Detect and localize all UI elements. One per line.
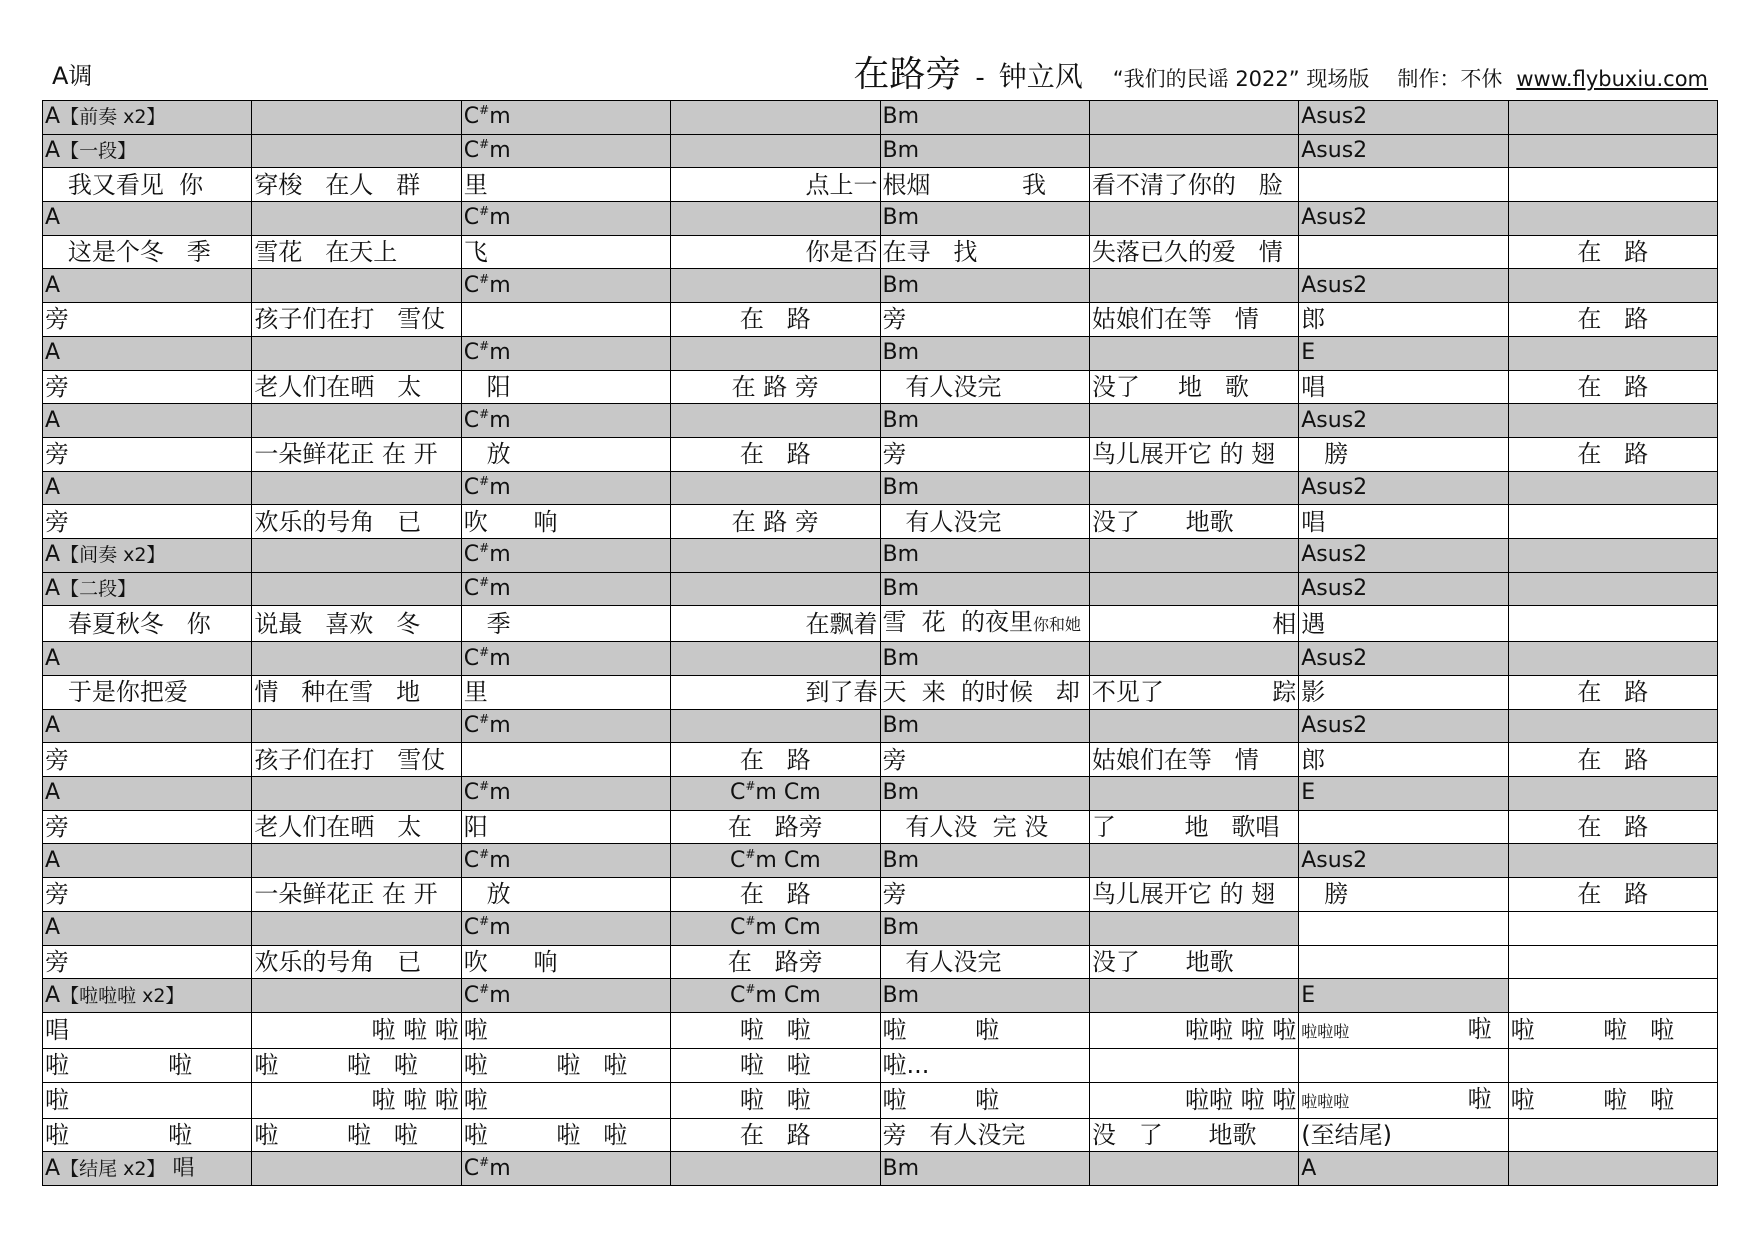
chord-row xyxy=(43,1152,1718,1186)
chord-cell: E xyxy=(1299,777,1508,811)
chord-row xyxy=(43,777,1718,811)
chord-cell: A【一段】 xyxy=(43,134,252,168)
lyric-cell xyxy=(1299,235,1508,269)
lyric-cell: 看不清了你的 脸 xyxy=(1089,168,1298,202)
chord-cell: A【间奏 x2】 xyxy=(43,538,252,572)
chord-cell: C#m xyxy=(461,101,670,135)
lyric-cell: 唱 xyxy=(1299,370,1508,404)
chord-cell: Bm xyxy=(880,134,1089,168)
lyric-cell: 旁 xyxy=(43,437,252,471)
chord-cell: A xyxy=(43,336,252,370)
lyric-cell: 啦 xyxy=(461,1012,670,1048)
key-label: A调 xyxy=(52,62,93,90)
chord-row xyxy=(43,202,1718,236)
lyric-cell: 一朵鲜花正 在 开 xyxy=(252,437,461,471)
chord-cell: E xyxy=(1299,336,1508,370)
chord-cell: E xyxy=(1299,979,1508,1013)
lyric-row xyxy=(43,437,1718,471)
lyric-cell: 雪 花 的夜里你和她 xyxy=(880,606,1089,642)
lyric-cell: 在 路 xyxy=(1508,235,1717,269)
lyric-row xyxy=(43,168,1718,202)
lyric-cell: 旁 xyxy=(880,437,1089,471)
chord-row xyxy=(43,134,1718,168)
lyric-cell: 唱 xyxy=(43,1012,252,1048)
lyric-cell: 在 路 xyxy=(1508,878,1717,912)
lyric-cell: 旁 xyxy=(43,945,252,979)
chord-cell: A【二段】 xyxy=(43,572,252,606)
section-label: 【一段】 xyxy=(60,140,137,163)
chord-cell: Bm xyxy=(880,709,1089,743)
lyric-cell: 吹 响 xyxy=(461,945,670,979)
chord-cell: Asus2 xyxy=(1299,202,1508,236)
lyric-row xyxy=(43,370,1718,404)
lyric-cell: 在 路 xyxy=(1508,676,1717,710)
chord-cell: Asus2 xyxy=(1299,709,1508,743)
lyric-cell xyxy=(461,743,670,777)
lyric-cell: 鸟儿展开它 的 翅 xyxy=(1089,437,1298,471)
chord-cell: Asus2 xyxy=(1299,538,1508,572)
lyric-cell: 根烟 我 xyxy=(880,168,1089,202)
chord-cell: Bm xyxy=(880,101,1089,135)
lyric-row xyxy=(43,810,1718,844)
lyric-cell: 啦 啦 啦 xyxy=(1508,1012,1717,1048)
lyric-cell: 啦 啦 xyxy=(880,1012,1089,1048)
lyric-cell: 在 路 xyxy=(1508,437,1717,471)
lyric-cell: 里 xyxy=(461,168,670,202)
lyric-cell: 唱 xyxy=(1299,505,1508,539)
chord-cell: Bm xyxy=(880,404,1089,438)
lyric-row xyxy=(43,878,1718,912)
chord-cell: C#m xyxy=(461,471,670,505)
chord-cell: C#m xyxy=(461,1152,670,1186)
lyric-cell: 相 xyxy=(1089,606,1298,642)
lyric-row xyxy=(43,235,1718,269)
chord-cell: C#m xyxy=(461,269,670,303)
lyric-row xyxy=(43,676,1718,710)
lyric-cell: 啦 啦 啦 xyxy=(252,1118,461,1152)
lyric-cell: 啦 啦 啦 xyxy=(461,1118,670,1152)
chord-cell: C#m Cm xyxy=(671,979,880,1013)
chord-cell: Bm xyxy=(880,979,1089,1013)
lyric-cell: 在 路 旁 xyxy=(671,505,880,539)
lyric-cell: 啦 啦 xyxy=(43,1048,252,1082)
chord-cell: Bm xyxy=(880,642,1089,676)
chord-cell: C#m xyxy=(461,709,670,743)
chord-row xyxy=(43,844,1718,878)
section-label: 【前奏 x2】 xyxy=(60,106,166,129)
lyric-cell: 这是个冬 季 xyxy=(43,235,252,269)
lyric-cell: 吹 响 xyxy=(461,505,670,539)
chord-cell: Asus2 xyxy=(1299,404,1508,438)
lyric-cell: 说最 喜欢 冬 xyxy=(252,606,461,642)
chord-row xyxy=(43,269,1718,303)
section-label: 【啦啦啦 x2】 xyxy=(60,984,185,1007)
chord-row xyxy=(43,336,1718,370)
credit-label: 制作：不休 xyxy=(1397,67,1503,91)
lyric-cell: 里 xyxy=(461,676,670,710)
lyric-cell: 旁 xyxy=(43,505,252,539)
lyric-cell: 没了 地歌 xyxy=(1089,945,1298,979)
lyric-cell: 啦 啦 xyxy=(880,1082,1089,1118)
lyric-cell: 啦 啦 xyxy=(43,1118,252,1152)
chord-cell: C#m Cm xyxy=(671,911,880,945)
lyric-cell: 不见了 踪 xyxy=(1089,676,1298,710)
lyric-cell: 旁 xyxy=(43,878,252,912)
chord-row xyxy=(43,471,1718,505)
title-dash: - xyxy=(975,63,985,93)
chord-row xyxy=(43,642,1718,676)
chord-cell: Bm xyxy=(880,336,1089,370)
chord-cell: C#m Cm xyxy=(671,844,880,878)
lyric-cell: 郎 xyxy=(1299,303,1508,337)
lyric-cell: 姑娘们在等 情 xyxy=(1089,743,1298,777)
lyric-cell: 啦 啦 啦 xyxy=(252,1048,461,1082)
title-line xyxy=(853,46,1708,97)
chord-sheet xyxy=(42,100,1718,1186)
lyric-cell: 啦 啦 啦 xyxy=(252,1012,461,1048)
lyric-cell: 啦 啦 啦 xyxy=(1508,1082,1717,1118)
lyric-cell: 没了 地 歌 xyxy=(1089,370,1298,404)
lyric-cell: 啦 啦 啦 xyxy=(461,1048,670,1082)
lyric-cell: 啦啦啦 啦 xyxy=(1299,1012,1508,1048)
chord-row xyxy=(43,572,1718,606)
chord-cell: A xyxy=(43,269,252,303)
section-label: 【间奏 x2】 xyxy=(60,544,166,567)
chord-cell: A【前奏 x2】 xyxy=(43,101,252,135)
lyric-row xyxy=(43,505,1718,539)
lyric-cell: 在 路 xyxy=(1508,370,1717,404)
chord-cell: A xyxy=(43,642,252,676)
lyric-row xyxy=(43,303,1718,337)
chord-cell: Asus2 xyxy=(1299,101,1508,135)
song-title: 在路旁 xyxy=(853,54,962,95)
lyric-row xyxy=(43,1082,1718,1118)
chord-cell: A xyxy=(43,404,252,438)
chord-cell: C#m xyxy=(461,979,670,1013)
lyric-cell: 膀 xyxy=(1299,437,1508,471)
chord-cell: C#m xyxy=(461,404,670,438)
lyric-cell: 有人没完 xyxy=(880,945,1089,979)
chord-cell: Asus2 xyxy=(1299,844,1508,878)
lyric-row xyxy=(43,606,1718,642)
lyric-cell: 在 路旁 xyxy=(671,945,880,979)
lyric-cell: 旁 xyxy=(880,878,1089,912)
lyric-cell: 于是你把爱 xyxy=(43,676,252,710)
lyric-cell: 遇 xyxy=(1299,606,1508,642)
lyric-cell: 在 路 xyxy=(1508,303,1717,337)
lyric-cell: 穿梭 在人 群 xyxy=(252,168,461,202)
lyric-cell: (至结尾) xyxy=(1299,1118,1508,1152)
version-label: “我们的民谣 2022” 现场版 xyxy=(1112,67,1370,91)
lyric-cell: 天 来 的时候 却 xyxy=(880,676,1089,710)
chord-cell: Bm xyxy=(880,471,1089,505)
chord-cell: Bm xyxy=(880,538,1089,572)
lyric-cell: 旁 xyxy=(43,810,252,844)
chord-cell: Bm xyxy=(880,572,1089,606)
lyric-cell: 季 xyxy=(461,606,670,642)
lyric-row xyxy=(43,743,1718,777)
lyric-cell: 到了春 xyxy=(671,676,880,710)
chord-row xyxy=(43,404,1718,438)
lyric-cell: 旁 xyxy=(43,303,252,337)
lyric-cell xyxy=(1299,810,1508,844)
lyric-cell: 欢乐的号角 已 xyxy=(252,505,461,539)
lyric-cell: 在 路 xyxy=(671,303,880,337)
section-label: 【二段】 xyxy=(60,577,137,600)
chord-cell: Asus2 xyxy=(1299,134,1508,168)
lyric-row xyxy=(43,1012,1718,1048)
chord-cell: Bm xyxy=(880,202,1089,236)
lyric-cell: 在 路 xyxy=(1508,810,1717,844)
chord-row xyxy=(43,101,1718,135)
lyric-cell: 点上一 xyxy=(671,168,880,202)
chord-cell: A xyxy=(43,709,252,743)
lyric-cell: 啦 xyxy=(461,1082,670,1118)
lyric-cell: 一朵鲜花正 在 开 xyxy=(252,878,461,912)
artist-name: 钟立风 xyxy=(998,60,1083,93)
lyric-cell: 在 路 旁 xyxy=(671,370,880,404)
lyric-cell: 啦 啦 xyxy=(671,1082,880,1118)
lyric-cell: 在 路 xyxy=(671,743,880,777)
lyric-cell xyxy=(461,303,670,337)
chord-cell: C#m xyxy=(461,336,670,370)
lyric-cell: 没了 地歌 xyxy=(1089,505,1298,539)
chord-cell: C#m xyxy=(461,911,670,945)
chord-row xyxy=(43,538,1718,572)
lyric-cell: 情 种在雪 地 xyxy=(252,676,461,710)
lyric-cell: 了 地 歌唱 xyxy=(1089,810,1298,844)
lyric-cell: 有人没完 xyxy=(880,505,1089,539)
chord-cell: C#m xyxy=(461,777,670,811)
chord-cell: Bm xyxy=(880,269,1089,303)
lyric-cell: 在 路 xyxy=(671,437,880,471)
lyric-cell: 放 xyxy=(461,437,670,471)
chord-cell: A xyxy=(43,911,252,945)
lyric-cell: 啦 啦 xyxy=(671,1012,880,1048)
chord-row xyxy=(43,979,1718,1013)
lyric-row xyxy=(43,945,1718,979)
lyric-cell: 啦 xyxy=(43,1082,252,1118)
lyric-cell: 旁 xyxy=(880,743,1089,777)
lyric-cell: 有人没 完 没 xyxy=(880,810,1089,844)
chord-cell: C#m xyxy=(461,572,670,606)
lyric-cell: 放 xyxy=(461,878,670,912)
lyric-cell: 失落已久的爱 情 xyxy=(1089,235,1298,269)
chord-cell: C#m xyxy=(461,202,670,236)
chord-cell: Asus2 xyxy=(1299,471,1508,505)
lyric-cell: 旁 xyxy=(880,303,1089,337)
website-link[interactable]: www.flybuxiu.com xyxy=(1516,67,1708,91)
lyric-cell: 啦 啦 xyxy=(671,1048,880,1082)
lyric-cell: 阳 xyxy=(461,370,670,404)
lyric-cell: 阳 xyxy=(461,810,670,844)
lyric-cell: 春夏秋冬 你 xyxy=(43,606,252,642)
chord-cell: Asus2 xyxy=(1299,572,1508,606)
lyric-cell: 旁 有人没完 xyxy=(880,1118,1089,1152)
chord-cell: Asus2 xyxy=(1299,642,1508,676)
chord-cell: Bm xyxy=(880,777,1089,811)
chord-cell: A【啦啦啦 x2】 xyxy=(43,979,252,1013)
section-label: 【结尾 x2】 xyxy=(60,1157,166,1180)
lyric-cell: 雪花 在天上 xyxy=(252,235,461,269)
lyric-cell: 啦啦 啦 啦 xyxy=(1089,1012,1298,1048)
chord-row xyxy=(43,911,1718,945)
lyric-cell: 老人们在晒 太 xyxy=(252,370,461,404)
lyric-cell: 膀 xyxy=(1299,878,1508,912)
lyric-cell: 你是否 xyxy=(671,235,880,269)
chord-cell: C#m Cm xyxy=(671,777,880,811)
lyric-cell: 我又看见 你 xyxy=(43,168,252,202)
lyric-cell: 飞 xyxy=(461,235,670,269)
lyric-cell: 在 路 xyxy=(1508,743,1717,777)
lyric-cell: 没 了 地歌 xyxy=(1089,1118,1298,1152)
chord-cell: Bm xyxy=(880,1152,1089,1186)
chord-cell: Bm xyxy=(880,844,1089,878)
lyric-cell: 啦... xyxy=(880,1048,1089,1082)
lyric-cell: 在 路 xyxy=(671,878,880,912)
chord-cell: C#m xyxy=(461,538,670,572)
lyric-cell: 啦啦啦 啦 xyxy=(1299,1082,1508,1118)
lyric-cell: 郎 xyxy=(1299,743,1508,777)
chord-cell: Bm xyxy=(880,911,1089,945)
chord-cell: Asus2 xyxy=(1299,269,1508,303)
lyric-cell: 影 xyxy=(1299,676,1508,710)
chord-cell: C#m xyxy=(461,844,670,878)
lyric-row xyxy=(43,1048,1718,1082)
chord-cell: A xyxy=(43,844,252,878)
lyric-cell: 有人没完 xyxy=(880,370,1089,404)
lyric-cell: 在寻 找 xyxy=(880,235,1089,269)
chord-cell: A【结尾 x2】 唱 xyxy=(43,1152,252,1186)
lyric-cell: 旁 xyxy=(43,743,252,777)
lyric-cell: 姑娘们在等 情 xyxy=(1089,303,1298,337)
chord-cell: A xyxy=(43,471,252,505)
lyric-cell: 旁 xyxy=(43,370,252,404)
lyric-cell: 在 路旁 xyxy=(671,810,880,844)
lyric-cell: 孩子们在打 雪仗 xyxy=(252,743,461,777)
chord-cell: A xyxy=(43,202,252,236)
lyric-cell: 孩子们在打 雪仗 xyxy=(252,303,461,337)
lyric-cell: 老人们在晒 太 xyxy=(252,810,461,844)
chord-row xyxy=(43,709,1718,743)
chord-cell: C#m xyxy=(461,642,670,676)
chord-cell: A xyxy=(1299,1152,1508,1186)
chord-cell: C#m xyxy=(461,134,670,168)
lyric-cell: 鸟儿展开它 的 翅 xyxy=(1089,878,1298,912)
lyric-row xyxy=(43,1118,1718,1152)
lyric-cell: 欢乐的号角 已 xyxy=(252,945,461,979)
lyric-cell: 啦 啦 啦 xyxy=(252,1082,461,1118)
lyric-cell: 在飘着 xyxy=(671,606,880,642)
lyric-cell: 啦啦 啦 啦 xyxy=(1089,1082,1298,1118)
lyric-cell: 在 路 xyxy=(671,1118,880,1152)
chord-cell: A xyxy=(43,777,252,811)
